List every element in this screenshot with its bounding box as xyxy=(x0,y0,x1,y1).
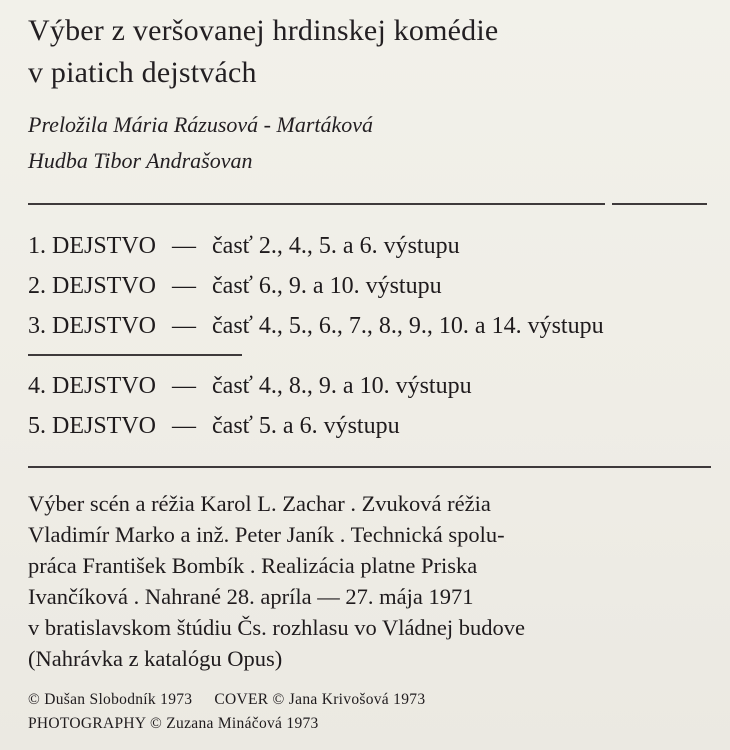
translator-credit: Preložila Mária Rázusová - Martáková xyxy=(28,112,374,137)
act-number: 4. xyxy=(28,373,46,399)
act-dash: — xyxy=(172,373,197,399)
act-row-5 xyxy=(28,406,718,446)
production-line-6: (Nahrávka z katalógu Opus) xyxy=(28,646,283,671)
act-detail: časť 5. a 6. výstupu xyxy=(212,413,400,439)
act-detail: časť 2., 4., 5. a 6. výstupu xyxy=(212,233,460,259)
title-line-2: v piatich dejstvách xyxy=(28,56,257,89)
act-detail: časť 4., 5., 6., 7., 8., 9., 10. a 14. výstupu xyxy=(212,313,604,339)
act-number: 1. xyxy=(28,233,46,259)
act-name: DEJSTVO xyxy=(52,373,157,399)
act-name: DEJSTVO xyxy=(52,413,157,439)
production-line-1: Výber scén a réžia Karol L. Zachar . Zvuková réžia xyxy=(28,491,491,516)
photography-copyright: PHOTOGRAPHY © Zuzana Mináčová 1973 xyxy=(28,715,319,732)
production-line-3: práca František Bombík . Realizácia platne Priska xyxy=(28,553,478,578)
production-line-2: Vladimír Marko a inž. Peter Janík . Technická spolu- xyxy=(28,522,505,547)
copyright-notices xyxy=(28,688,718,736)
act-dash: — xyxy=(172,313,197,339)
title-line-1: Výber z veršovanej hrdinskej komédie xyxy=(28,14,499,47)
act-dash: — xyxy=(172,413,197,439)
production-line-4: Ivančíková . Nahrané 28. apríla — 27. mája 1971 xyxy=(28,584,474,609)
act-detail: časť 4., 8., 9. a 10. výstupu xyxy=(212,373,472,399)
act-row-4 xyxy=(28,366,718,406)
act-name: DEJSTVO xyxy=(52,233,157,259)
act-name: DEJSTVO xyxy=(52,273,157,299)
author-copyright: © Dušan Slobodník 1973 xyxy=(28,691,193,708)
act-number: 3. xyxy=(28,313,46,339)
work-title xyxy=(28,10,688,94)
act-row-2 xyxy=(28,266,718,306)
production-line-5: v bratislavskom štúdiu Čs. rozhlasu vo Vládnej budove xyxy=(28,615,526,640)
divider-top-right xyxy=(612,203,707,205)
divider-bottom xyxy=(28,466,711,468)
act-name: DEJSTVO xyxy=(52,313,157,339)
copyright-line-1 xyxy=(28,688,718,712)
acts-list xyxy=(28,226,718,346)
production-credits xyxy=(28,488,718,674)
music-credit: Hudba Tibor Andrašovan xyxy=(28,148,253,173)
act-number: 5. xyxy=(28,413,46,439)
credits xyxy=(28,107,688,179)
act-dash: — xyxy=(172,233,197,259)
divider-top-left xyxy=(28,203,605,205)
divider-acts-mid xyxy=(28,354,242,356)
act-row-1 xyxy=(28,226,718,266)
copyright-line-2 xyxy=(28,712,718,736)
act-number: 2. xyxy=(28,273,46,299)
cover-copyright: COVER © Jana Krivošová 1973 xyxy=(214,691,426,708)
acts-list-continued xyxy=(28,366,718,446)
act-row-3 xyxy=(28,306,718,346)
act-detail: časť 6., 9. a 10. výstupu xyxy=(212,273,442,299)
act-dash: — xyxy=(172,273,197,299)
